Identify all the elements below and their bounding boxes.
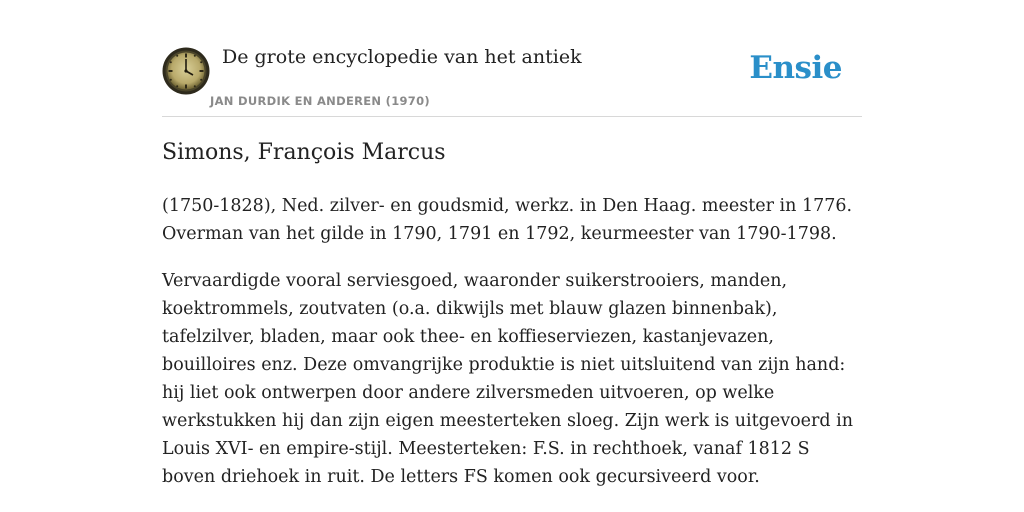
book-title[interactable]: De grote encyclopedie van het antiek — [222, 46, 582, 68]
header — [162, 0, 862, 117]
book-author: JAN DURDIK EN ANDEREN (1970) — [210, 94, 430, 108]
article-paragraph: (1750-1828), Ned. zilver- en goudsmid, werkz. in Den Haag. meester in 1776. Overman van het gilde in 1790, 1791 en 1792, keurmeester van 1790-1798. — [162, 196, 853, 244]
ensie-logo[interactable]: Ensie — [749, 50, 842, 86]
clock-icon[interactable] — [162, 47, 210, 95]
article-title: Simons, François Marcus — [162, 140, 446, 165]
page — [162, 0, 862, 487]
article-body — [162, 192, 862, 510]
article-paragraph: Vervaardigde vooral serviesgoed, waaronder suikerstrooiers, manden, koektrommels, zoutvaten (o.a. dikwijls met blauw glazen binnenbak), tafelzilver, bladen, maar ook thee- en koffieserviezen, kastanjevazen, bouilloires enz. Deze omvangrijke produktie is niet uitsluitend van zijn hand: hij liet ook ontwerpen door andere zilversmeden uitvoeren, op welke werkstukken hij dan zijn eigen meesterteken sloeg. Zijn werk is uitgevoerd in Louis XVI- en empire-stijl. Meesterteken: F.S. in rechthoek, vanaf 1812 S boven driehoek in ruit. De letters FS komen ook gecursiveerd voor. — [162, 271, 854, 487]
